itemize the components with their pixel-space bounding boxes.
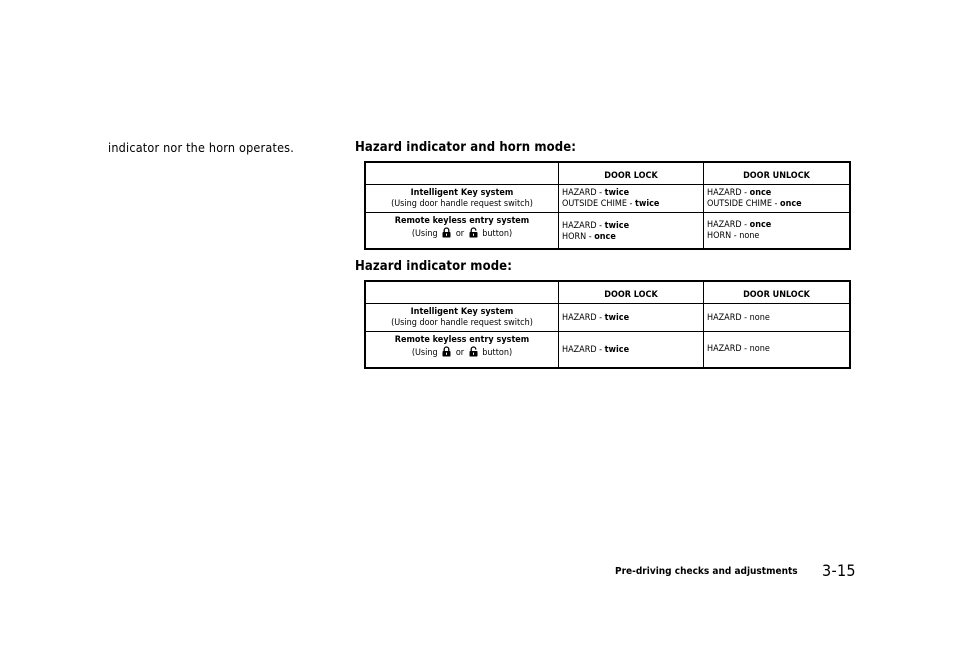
column-header-door-lock: DOOR LOCK: [604, 171, 658, 181]
column-header-door-unlock: DOOR UNLOCK: [743, 290, 810, 300]
label-text: button): [482, 348, 513, 358]
door-lock-value: [562, 345, 629, 356]
section-heading-hazard: Hazard indicator mode:: [355, 259, 512, 274]
body-text-continuation: indicator nor the horn operates.: [108, 140, 295, 155]
value-prefix: HAZARD -: [562, 221, 605, 231]
value-count: once: [749, 220, 772, 230]
value-count: once: [749, 188, 772, 198]
row-label: [366, 216, 558, 240]
lock-icon: [442, 227, 451, 238]
row-label-subtitle: [366, 346, 558, 359]
unlock-icon: [469, 227, 478, 238]
door-unlock-value: [707, 188, 802, 210]
value-prefix: HAZARD -: [562, 345, 605, 355]
label-text: or: [455, 348, 465, 358]
label-text: (Using: [411, 229, 438, 239]
label-text: (Using: [411, 348, 438, 358]
row-label-subtitle: [366, 227, 558, 240]
label-text: button): [482, 229, 513, 239]
row-label-title: Remote keyless entry system: [394, 216, 530, 226]
row-label-title: Intelligent Key system: [410, 307, 514, 317]
row-label: [366, 335, 558, 359]
hazard-horn-table: [364, 161, 851, 250]
value-count: once: [780, 199, 802, 209]
value-count: twice: [604, 313, 630, 323]
label-text: or: [455, 229, 465, 239]
door-lock-value: [562, 221, 629, 243]
row-label: [366, 188, 558, 210]
section-heading-hazard-horn: Hazard indicator and horn mode:: [355, 140, 577, 155]
value-prefix: OUTSIDE CHIME -: [707, 199, 780, 209]
table-row: [366, 304, 849, 332]
door-unlock-value: [707, 220, 771, 242]
value-prefix: HORN - none: [707, 231, 760, 241]
row-label-subtitle: (Using door handle request switch): [391, 318, 533, 328]
row-label-title: Intelligent Key system: [410, 188, 514, 198]
lock-icon: [442, 346, 451, 357]
value-prefix: HAZARD - none: [707, 313, 770, 323]
table-row: [366, 332, 849, 367]
hazard-table: [364, 280, 851, 369]
footer-section-title: Pre-driving checks and adjustments: [615, 566, 798, 577]
door-unlock-value: [707, 313, 770, 324]
column-header-door-lock: DOOR LOCK: [604, 290, 658, 300]
door-lock-value: [562, 188, 659, 210]
value-count: twice: [604, 188, 630, 198]
column-header-door-unlock: DOOR UNLOCK: [743, 171, 810, 181]
value-prefix: HAZARD - none: [707, 344, 770, 354]
value-prefix: HAZARD -: [707, 188, 750, 198]
page-number: 3-15: [822, 561, 856, 580]
value-prefix: HAZARD -: [562, 313, 605, 323]
value-count: once: [594, 232, 616, 242]
value-count: twice: [604, 221, 630, 231]
value-count: twice: [604, 345, 630, 355]
table-header-row: [366, 163, 849, 185]
table-header-row: [366, 282, 849, 304]
table-row: [366, 213, 849, 248]
value-prefix: HAZARD -: [707, 220, 750, 230]
value-prefix: OUTSIDE CHIME -: [562, 199, 635, 209]
value-prefix: HAZARD -: [562, 188, 605, 198]
door-lock-value: [562, 313, 629, 324]
value-count: twice: [635, 199, 660, 209]
table-row: [366, 185, 849, 213]
row-label-subtitle: (Using door handle request switch): [391, 199, 533, 209]
door-unlock-value: [707, 344, 770, 355]
row-label: [366, 307, 558, 329]
unlock-icon: [469, 346, 478, 357]
row-label-title: Remote keyless entry system: [394, 335, 530, 345]
value-prefix: HORN -: [562, 232, 595, 242]
